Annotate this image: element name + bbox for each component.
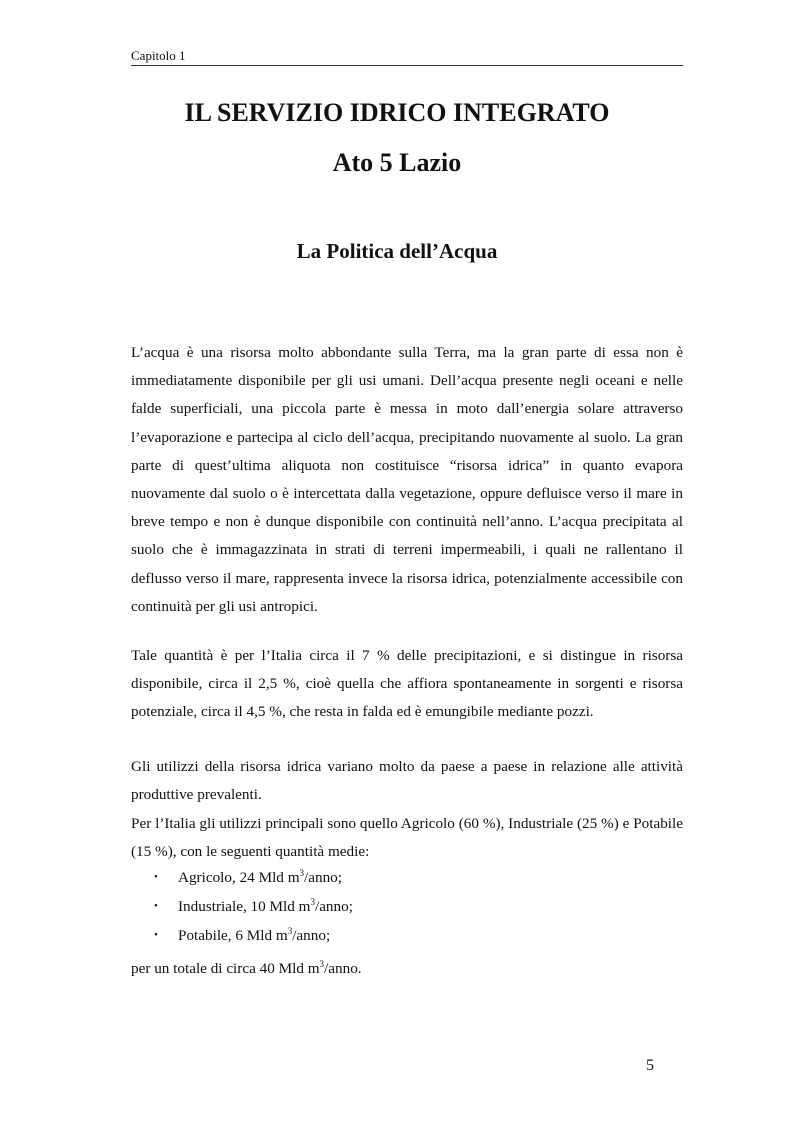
unit-prefix: m — [298, 898, 311, 915]
bullet-icon: • — [154, 900, 158, 912]
paragraph-uses-vary: Gli utilizzi della risorsa idrica variano molto da paese a paese in relazione alle attività produttive prevalenti. — [131, 758, 683, 804]
unit-exponent: 3 — [287, 926, 293, 936]
unit-suffix: /anno; — [304, 869, 342, 886]
water-use-list — [131, 863, 683, 950]
paragraph-water-resource: L’acqua è una risorsa molto abbondante sulla Terra, ma la gran parte di essa non è immediatamente disponibile per gli usi umani. Dell’acqua presente negli oceani e nelle falde superficiali, una piccola parte è messa in moto dall’energia solare attraverso l’evaporazione e partecipa al ciclo dell’acqua, precipitando nuovamente al suolo. La gran parte di quest’ultima aliquota non costituisce “risorsa idrica” in quanto evapora nuovamente dal suolo o è intercettata dalla vegetazione, oppure defluisce verso il mare in breve tempo e non è dunque disponibile con continuità nell’anno. L’acqua precipitata al suolo che è immagazzinata in strati di terreni impermeabili, i quali ne rallentano il deflusso verso il mare, rappresenta invece la risorsa idrica, potenzialmente accessibile con continuità per gli usi antropici. — [131, 344, 683, 615]
document-subtitle: Ato 5 Lazio — [332, 148, 462, 177]
unit-prefix: m — [287, 869, 300, 886]
unit-suffix: /anno; — [292, 927, 331, 944]
unit-suffix: /anno; — [314, 898, 353, 915]
list-item-text: Potabile, 6 Mld — [178, 927, 276, 944]
bullet-icon: • — [154, 929, 158, 941]
list-item — [131, 892, 683, 921]
unit-exponent: 3 — [319, 959, 325, 969]
total-line — [131, 955, 683, 983]
list-item — [131, 863, 683, 892]
section-heading: La Politica dell’Acqua — [296, 239, 498, 263]
unit-prefix: m — [275, 927, 288, 944]
paragraph-italy-quantity: Tale quantità è per l’Italia circa il 7 % delle precipitazioni, e si distingue in risorsa disponibile, circa il 2,5 %, cioè quella che affiora spontaneamente in sorgenti e risorsa potenziale, circa il 4,5 %, che resta in falda ed è emungibile mediante pozzi. — [131, 647, 683, 721]
total-text: per un totale di circa 40 Mld — [131, 960, 308, 977]
unit-suffix: /anno. — [324, 960, 362, 977]
list-item-text: Industriale, 10 Mld — [178, 898, 299, 915]
list-item-text: Agricolo, 24 Mld — [178, 869, 288, 886]
chapter-label: Capitolo 1 — [131, 48, 186, 63]
unit-prefix: m — [307, 960, 320, 977]
unit-exponent: 3 — [299, 868, 305, 878]
document-title: IL SERVIZIO IDRICO INTEGRATO — [184, 98, 610, 127]
page-number: 5 — [646, 1057, 654, 1074]
bullet-icon: • — [154, 871, 158, 883]
paragraph-italy-uses: Per l’Italia gli utilizzi principali sono quello Agricolo (60 %), Industriale (25 %) e Potabile (15 %), con le seguenti quantità medie: — [131, 815, 683, 861]
running-header — [131, 48, 683, 66]
unit-exponent: 3 — [310, 897, 315, 907]
list-item — [131, 921, 683, 950]
